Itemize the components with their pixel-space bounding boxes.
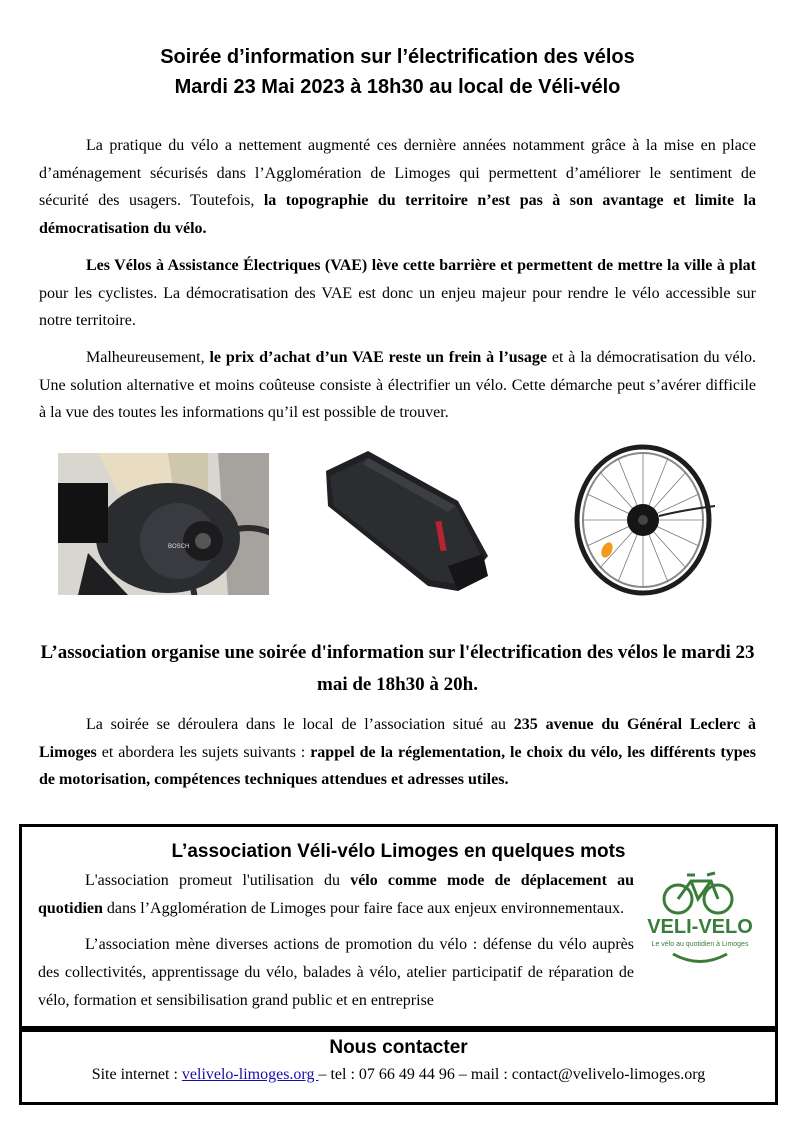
site-label: Site internet : xyxy=(91,1066,182,1083)
svg-text:BOSCH: BOSCH xyxy=(168,544,190,550)
intro-paragraph-3 xyxy=(39,344,756,427)
intro-p2-bold: Les Vélos à Assistance Électriques (VAE) lève cette barrière et permettent de mettre la ville à plat xyxy=(86,257,756,274)
about-p1-bold: vélo comme mode de déplacement au quotidien xyxy=(38,872,634,917)
about-title: L’association Véli-vélo Limoges en quelques mots xyxy=(171,841,626,862)
mid-drive-motor-photo xyxy=(58,453,269,595)
contact-line xyxy=(22,1066,775,1084)
intro-p2-text: pour les cyclistes. La démocratisation des VAE est donc un enjeu majeur pour rendre le vélo accessible sur notre territoire. xyxy=(39,284,756,329)
intro-p3-bold: le prix d’achat d’un VAE reste un frein à l’usage xyxy=(209,349,548,366)
announcement-line1: L’association organise une soirée d'information sur l'électrification des vélos le mardi 23 xyxy=(40,642,755,663)
announcement-paragraph xyxy=(39,711,756,794)
about-box xyxy=(19,824,778,1029)
document-title-line1: Soirée d’information sur l’électrification des vélos xyxy=(160,46,635,68)
logo-tagline-text: Le vélo au quotidien à Limoges xyxy=(651,941,749,948)
veli-velo-logo xyxy=(643,869,758,969)
about-p1-text-c: dans l’Agglomération de Limoges pour faire face aux enjeux environnementaux. xyxy=(102,900,625,917)
intro-paragraph-2 xyxy=(39,252,756,335)
document-title-line2: Mardi 23 Mai 2023 à 18h30 au local de Véli-vélo xyxy=(174,76,621,98)
logo-name-text: VELI-VELO xyxy=(647,916,753,938)
about-p2-text: L’association mène diverses actions de promotion du vélo : défense du vélo auprès des collectivités, apprentissage du vélo, balades à vélo, atelier participatif de réparation de vélo, formation et sensibilisation grand public et en entreprise xyxy=(38,936,634,1009)
announcement-heading xyxy=(39,637,756,701)
contact-box xyxy=(19,1029,778,1105)
announcement-text-a: La soirée se déroulera dans le local de l’association situé au xyxy=(86,716,514,733)
announcement-address: 235 avenue du Général Leclerc à Limoges xyxy=(39,716,756,761)
announcement-topics: rappel de la réglementation, le choix du vélo, les différents types de motorisation, compétences techniques attendues et adresses utiles. xyxy=(39,743,756,788)
intro-p3-text-c: et à la démocratisation du vélo. Une solution alternative et moins coûteuse consiste à électrifier un vélo. Cette démarche peut s’avérer difficile à la vue des toutes les informations qu’il est possible de trouver. xyxy=(39,349,757,421)
intro-p3-text-a: Malheureusement, xyxy=(86,349,210,366)
intro-p1-bold: la topographie du territoire n’est pas à son avantage et limite la démocratisation du vélo. xyxy=(39,192,757,237)
intro-paragraph-1 xyxy=(39,132,756,242)
hub-motor-wheel-photo xyxy=(573,444,716,596)
about-paragraph-2 xyxy=(38,931,634,1015)
contact-details: – tel : 07 66 49 44 96 – mail : contact@velivelo-limoges.org xyxy=(318,1066,706,1083)
about-p1-text: L'association promeut l'utilisation du xyxy=(85,872,351,889)
announcement-line2: mai de 18h30 à 20h. xyxy=(317,674,478,695)
about-paragraph-1 xyxy=(38,867,634,923)
announcement-text-c: et abordera les sujets suivants : xyxy=(96,743,311,761)
frame-battery-photo xyxy=(308,446,513,598)
website-link[interactable]: velivelo-limoges.org xyxy=(181,1066,319,1083)
contact-title: Nous contacter xyxy=(329,1037,468,1058)
intro-p1-text: La pratique du vélo a nettement augmenté ces dernière années notamment grâce à la mise en place d’aménagement sécurisés dans l’Agglomération de Limoges qui permettent d’améliorer le sentiment de sécurité des usagers. Toutefois, xyxy=(39,137,756,209)
